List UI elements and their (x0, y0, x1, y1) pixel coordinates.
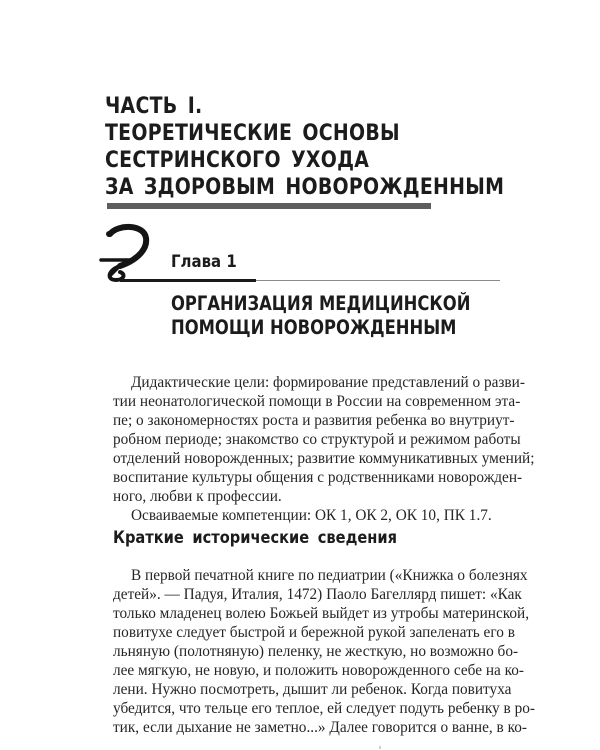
text-line: ного, любви к профессии. (113, 488, 282, 505)
part-divider-rule (107, 203, 431, 209)
text-line: лени. Нужно посмотреть, дышит ли ребенок. Когда повитуха (113, 681, 512, 698)
text-line: лее мягкую, не новую, и положить новорожденного себе на ко- (113, 662, 525, 679)
text-line: только младенец волею Божьей выйдет из утробы материнской, (113, 605, 530, 622)
text-line: отделений новорожденных; развитие коммуникативных умений; (113, 450, 535, 467)
chapter-title-line: ПОМОЩИ НОВОРОЖДЕННЫМ (171, 316, 457, 339)
chapter-rule-thin (256, 280, 500, 281)
chapter-title-line: ОРГАНИЗАЦИЯ МЕДИЦИНСКОЙ (171, 292, 471, 315)
part-title-line: ТЕОРЕТИЧЕСКИЕ ОСНОВЫ (105, 121, 400, 146)
text-line: робном периоде; знакомство со структурой и режимом работы (113, 431, 521, 448)
text-line: льняную (полотняную) пеленку, не жесткую, но возможно бо- (113, 643, 519, 660)
text-line: повитухе следует быстрой и бережной рукой запеленать его в (113, 624, 515, 641)
part-title-line: СЕСТРИНСКОГО УХОДА (105, 148, 370, 173)
scan-speck (379, 746, 381, 749)
competencies-paragraph (113, 506, 497, 525)
part-title (105, 93, 504, 201)
text-line: Дидактические цели: формирование представлений о разви- (131, 374, 525, 391)
didactic-goals-paragraph (113, 373, 535, 506)
text-line: воспитание культуры общения с родственниками новорожден- (113, 469, 523, 486)
text-line: тии неонатологической помощи в России на современном эта- (113, 393, 521, 410)
caduceus-snake-icon (96, 222, 166, 286)
chapter-label: Глава 1 (171, 252, 237, 272)
part-title-line: ЗА ЗДОРОВЫМ НОВОРОЖДЕННЫМ (105, 175, 505, 200)
text-line: детей». — Падуя, Италия, 1472) Паоло Багеллярд пишет: «Как (113, 586, 522, 603)
section-heading: Краткие исторические сведения (113, 528, 398, 548)
chapter-title (171, 292, 470, 340)
history-paragraph (113, 566, 535, 737)
text-line: Осваиваемые компетенции: ОК 1, ОК 2, ОК 10, ПК 1.7. (131, 507, 492, 524)
text-line: пе; о закономерностях роста и развития ребенка во внутриут- (113, 412, 515, 429)
text-line: убедится, что тельце его теплое, ей следует подуть ребенку в ро- (113, 700, 535, 717)
text-line: тик, если дыхание не заметно...» Далее говорится о ванне, в ко- (113, 719, 528, 736)
chapter-rule-thick (120, 279, 256, 282)
part-title-line: ЧАСТЬ I. (105, 94, 203, 119)
text-line: В первой печатной книге по педиатрии («Книжка о болезнях (131, 567, 528, 584)
